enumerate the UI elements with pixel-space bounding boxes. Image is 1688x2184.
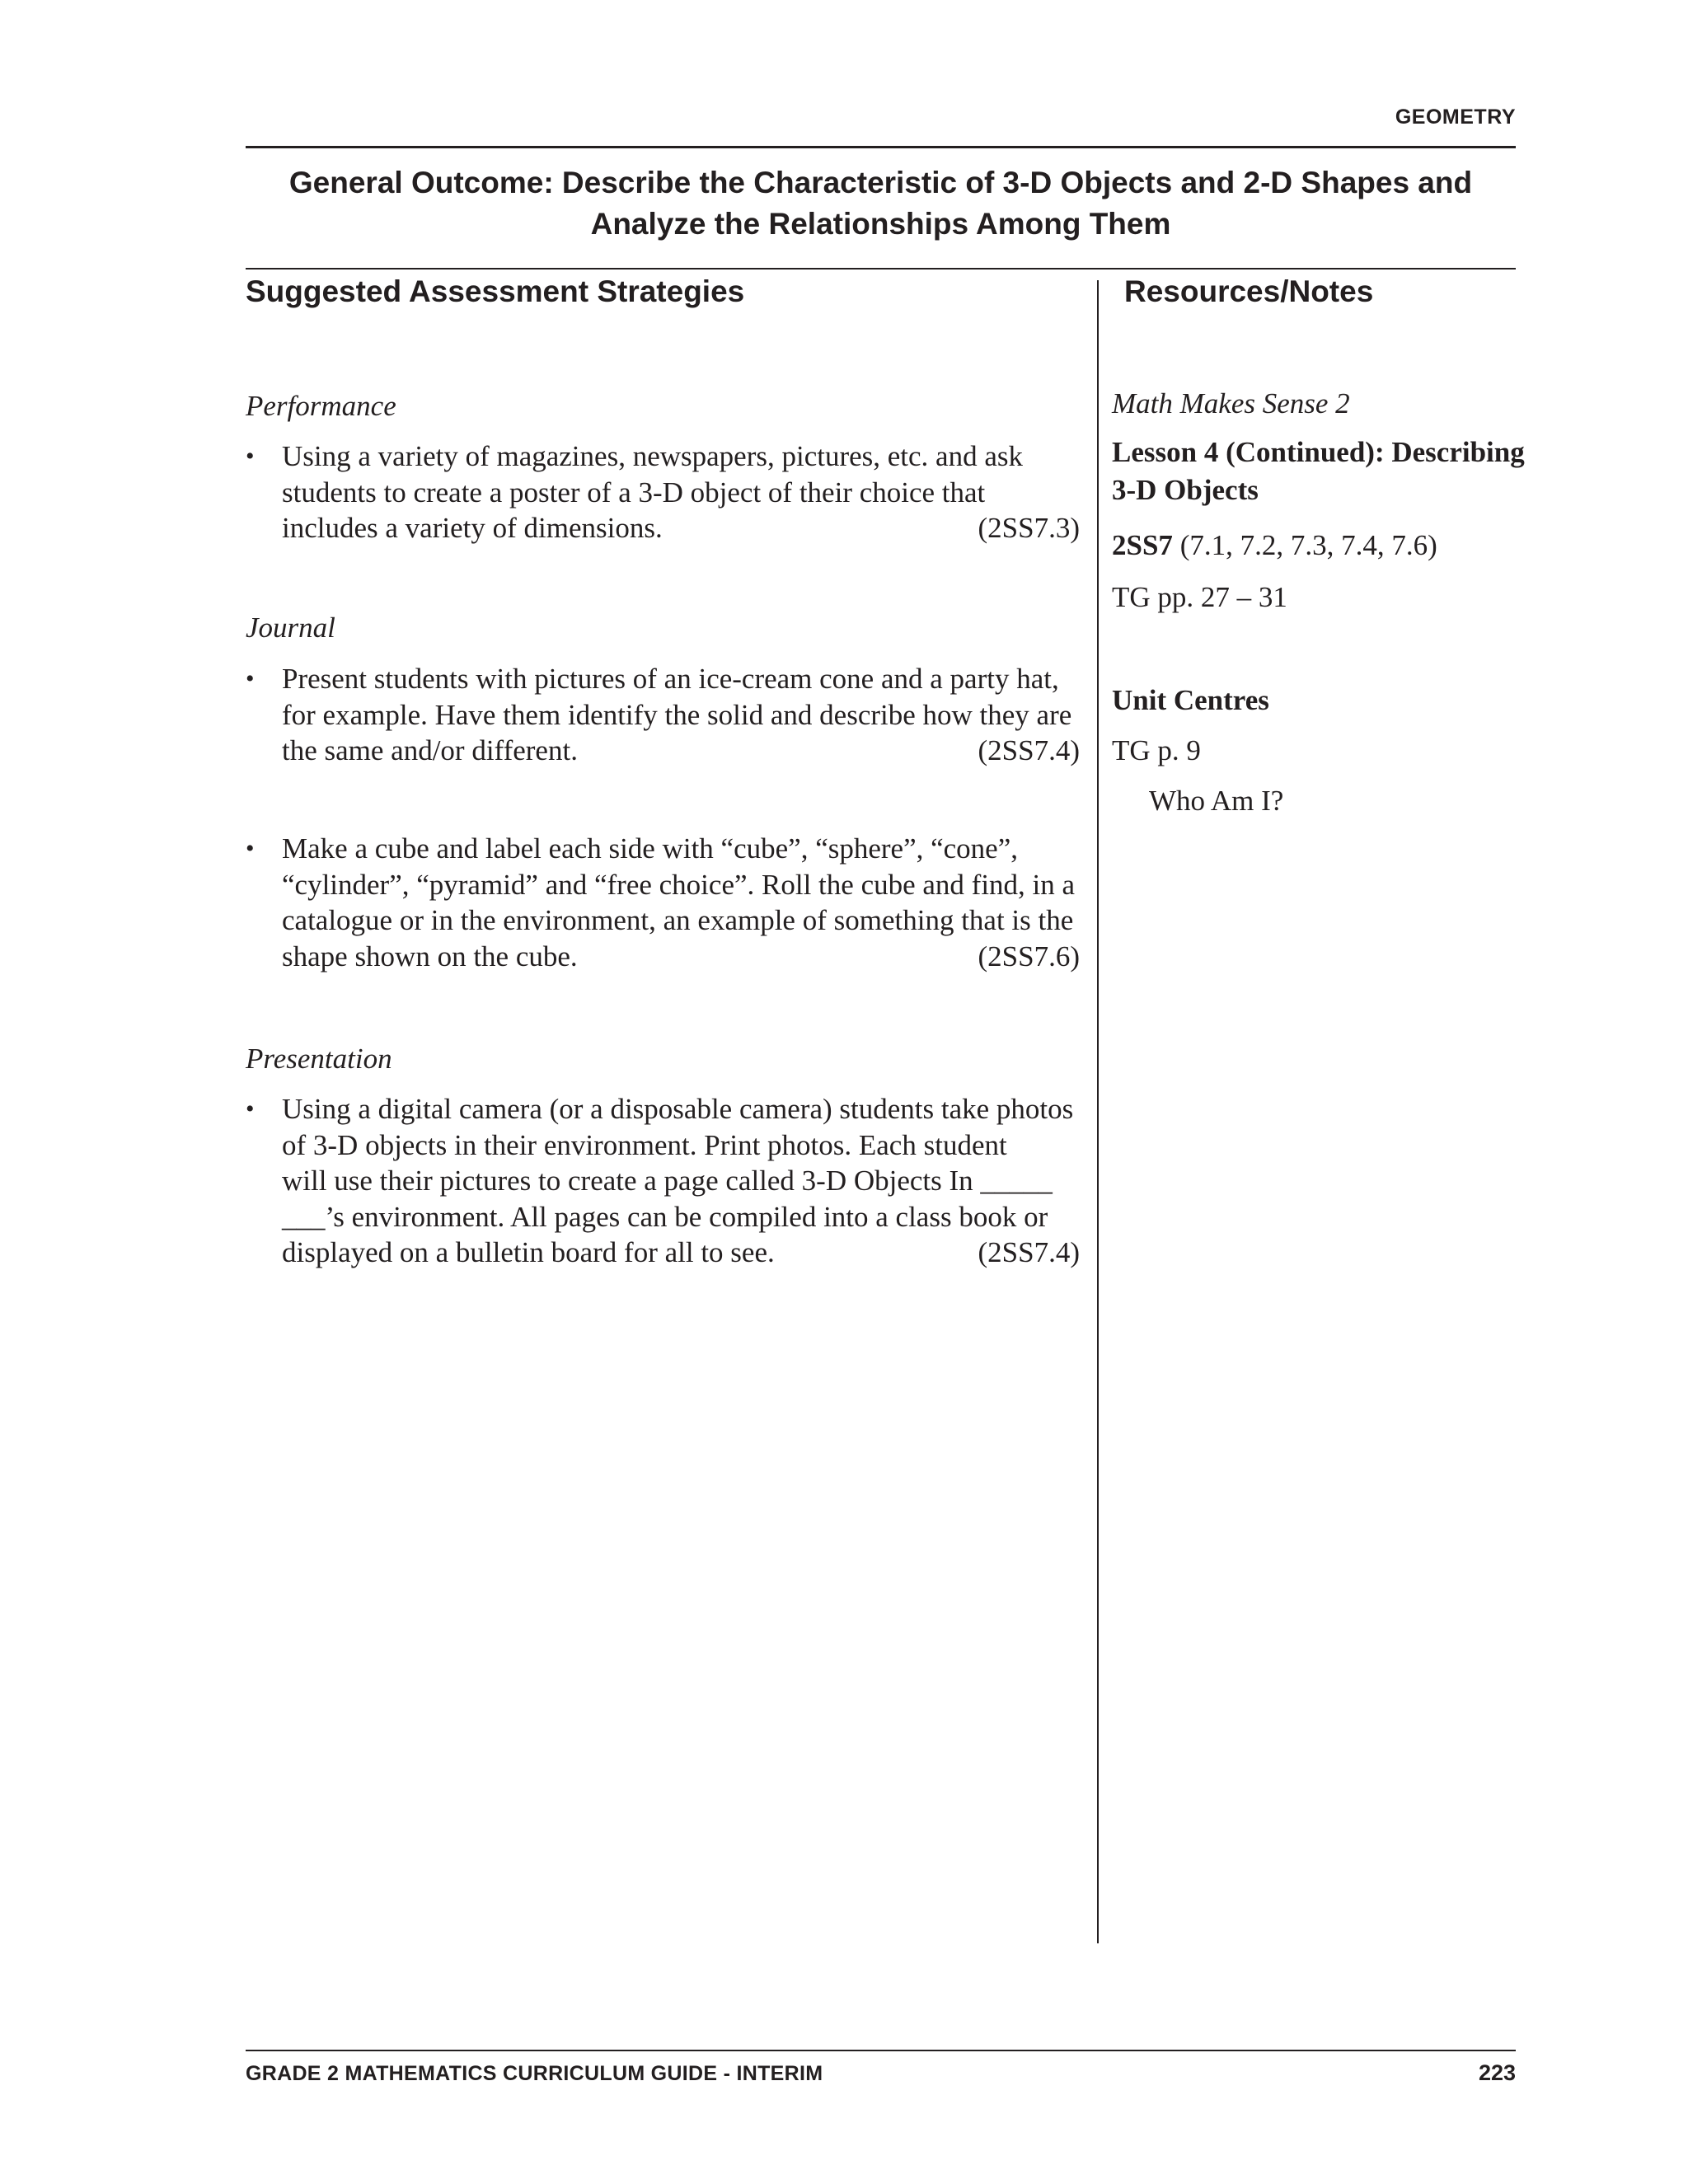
bullet-icon: • [246,1095,255,1122]
text-line [282,939,1080,975]
resource-book-title: Math Makes Sense 2 [1112,387,1350,419]
text-line: Make a cube and label each side with “cube”, “sphere”, “cone”, [282,832,1018,865]
text-line: Using a digital camera (or a disposable camera) students take photos [282,1093,1074,1125]
text-line: “cylinder”, “pyramid” and “free choice”. Roll the cube and find, in a [282,868,1076,901]
text-line: Using a variety of magazines, newspapers, pictures, etc. and ask [282,440,1023,472]
text-line: students to create a poster of a 3-D object of their choice that [282,476,986,509]
text-line: Present students with pictures of an ice-cream cone and a party hat, [282,663,1059,695]
list-item-text [282,661,1080,769]
outcome-reference: (2SS7.4) [978,1236,1080,1268]
footer-rule [246,2050,1516,2051]
section-label: GEOMETRY [1395,105,1516,129]
page-number: 223 [1478,2060,1516,2085]
list-item-text [282,831,1080,974]
list-item [246,831,1080,974]
page-title [246,162,1516,245]
text-line-content: the same and/or different. [282,734,578,766]
list-item-text [282,438,1080,546]
resource-tg-pages: TG pp. 27 – 31 [1112,581,1287,613]
column-divider [1097,280,1099,1943]
bullet-icon: • [246,443,255,470]
text-line-content: shape shown on the cube. [282,940,578,972]
assessment-strategies-heading: Suggested Assessment Strategies [246,274,745,308]
outcome-reference: (2SS7.4) [978,734,1080,766]
text-line: ___’s environment. All pages can be compiled into a class book or [282,1200,1048,1233]
lesson-title-line: Lesson 4 (Continued): Describing [1112,436,1525,468]
header-rule [246,146,1516,148]
resources-notes-heading: Resources/Notes [1124,274,1374,308]
title-rule [246,268,1516,269]
text-line: for example. Have them identify the solid and describe how they are [282,698,1072,731]
text-line [282,733,1080,769]
outcome-list: (7.1, 7.2, 7.3, 7.4, 7.6) [1172,529,1437,561]
resource-outcomes [1112,526,1437,565]
text-line: of 3-D objects in their environment. Print photos. Each student [282,1128,1007,1161]
text-line: catalogue or in the environment, an example of something that is the [282,904,1074,936]
bullet-icon: • [246,835,255,862]
list-item [246,1091,1080,1271]
outcome-reference: (2SS7.6) [978,940,1080,972]
text-line [282,510,1080,546]
lesson-title-line: 3-D Objects [1112,474,1259,506]
text-line [282,1235,1080,1271]
category-performance: Performance [246,390,396,422]
outcome-reference: (2SS7.3) [978,512,1080,544]
list-item [246,661,1080,769]
footer-title: GRADE 2 MATHEMATICS CURRICULUM GUIDE - INTERIM [246,2062,823,2085]
outcome-code: 2SS7 [1112,529,1173,561]
resource-tg-page: TG p. 9 [1112,734,1201,766]
category-presentation: Presentation [246,1043,392,1075]
text-line: will use their pictures to create a page called 3-D Objects In _____ [282,1165,1053,1197]
resource-lesson-title [1112,434,1540,509]
text-line-content: displayed on a bulletin board for all to see. [282,1236,775,1268]
list-item-text [282,1091,1080,1271]
list-item [246,438,1080,546]
unit-centre-activity: Who Am I? [1149,785,1284,817]
page-title-line: General Outcome: Describe the Characteristic of 3-D Objects and 2-D Shapes and [288,166,1473,199]
bullet-icon: • [246,665,255,692]
unit-centres-heading: Unit Centres [1112,684,1269,716]
category-journal: Journal [246,612,335,644]
text-line-content: includes a variety of dimensions. [282,512,663,544]
page-title-line: Analyze the Relationships Among Them [590,207,1171,241]
